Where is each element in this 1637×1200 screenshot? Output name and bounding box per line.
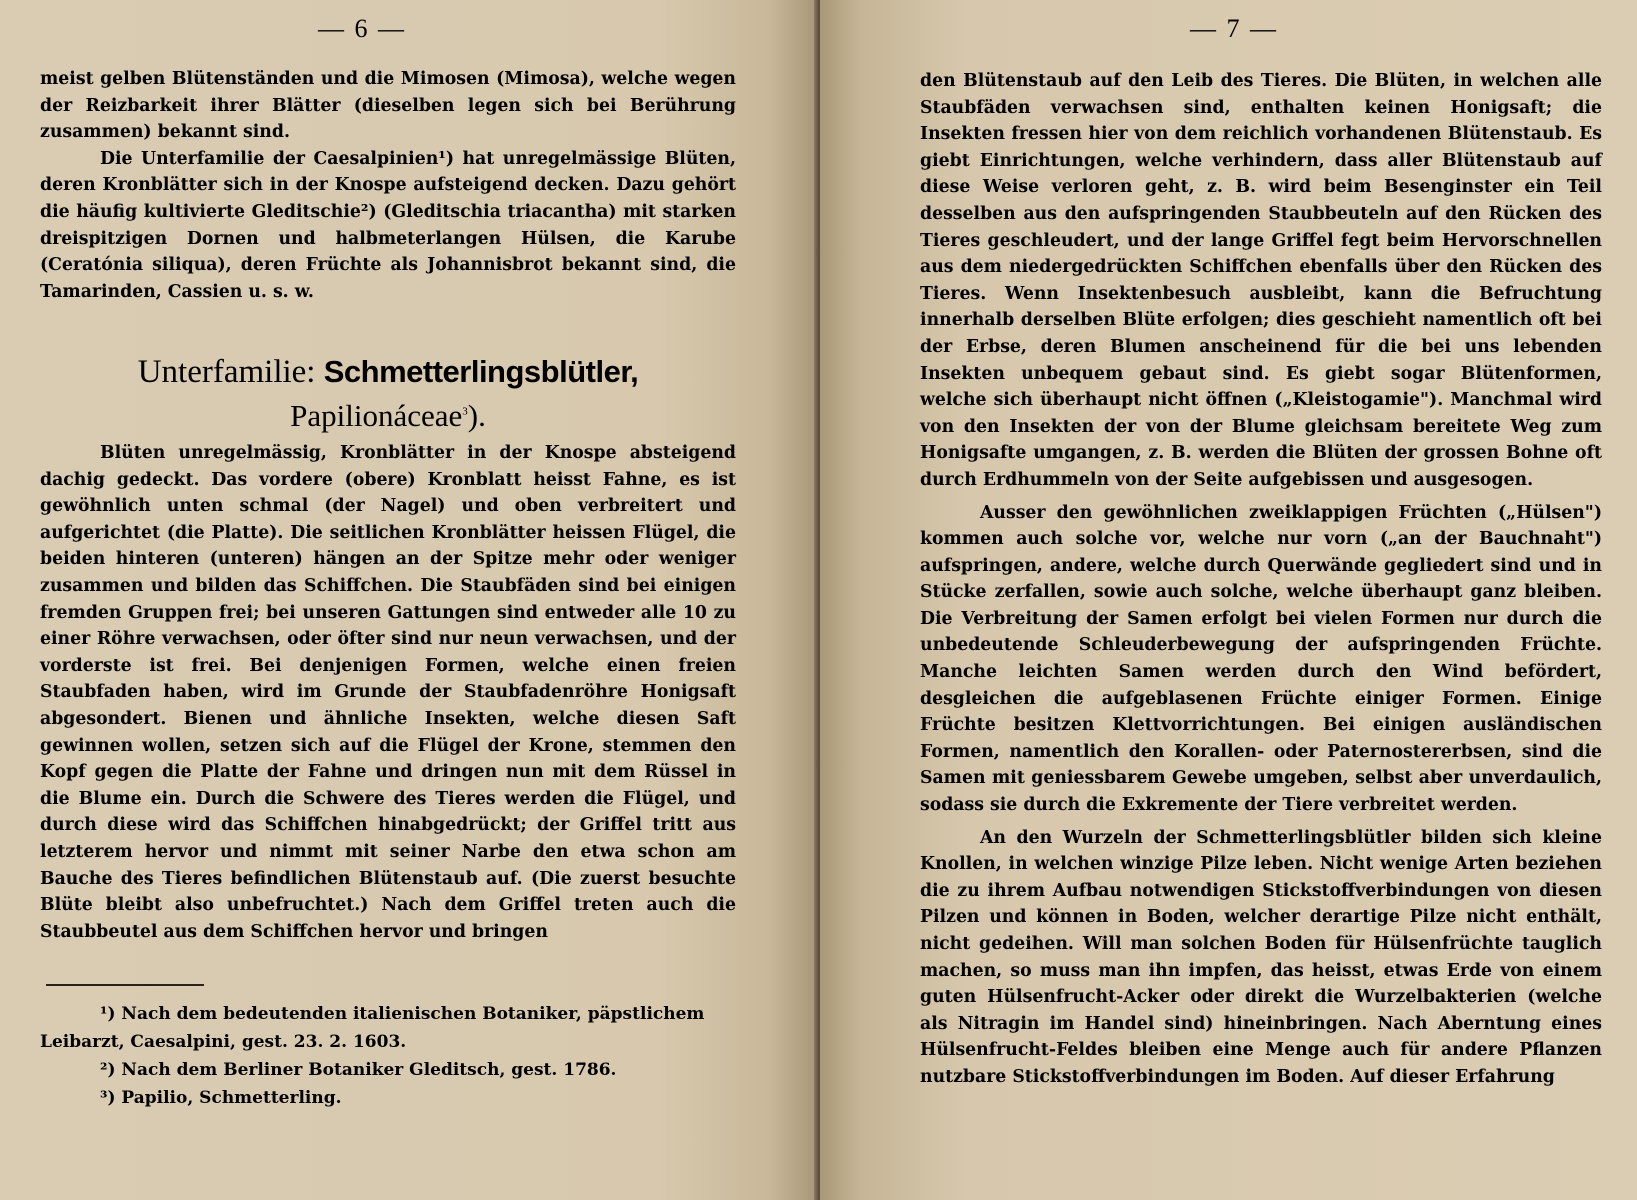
- heading-prefix: Unterfamilie:: [137, 354, 316, 390]
- left-page-number: — 6 —: [318, 14, 406, 43]
- footnote-3: ³) Papilio, Schmetterling.: [100, 1088, 342, 1108]
- footnote-2: ²) Nach dem Berliner Botaniker Gleditsch, gest. 1786.: [100, 1060, 617, 1080]
- footnote-divider: [46, 984, 204, 986]
- left-body-paragraph: Blüten unregelmässig, Kronblätter in der Knospe absteigend dachig gedeckt. Das vordere (obere) Kronblatt heisst Fahne, es ist gewöhnlich unten schmal (der Nagel) und oben verbreitert und aufgerichtet (die Platte). Die seitlichen Kronblätter heissen Flügel, die beiden hinteren (unteren) hängen an der Spitze mehr oder weniger zusammen und bilden das Schiffchen. Die Staubfäden sind bei einigen fremden Gruppen frei; bei unseren Gattungen sind entweder alle 10 zu einer Röhre verwachsen, oder öfter sind nur neun verwachsen, und der vorderste ist frei. Bei denjenigen Formen, welche einen freien Staubfaden haben, wird im Grunde der Staubfadenröhre Honigsaft abgesondert. Bienen und ähnliche Insekten, welche diesen Saft gewinnen wollen, setzen sich auf die Flügel der Krone, stemmen den Kopf gegen die Platte der Fahne und dringen nun mit dem Rüssel in die Blume ein. Durch die Schwere des Tieres werden die Flügel, und durch diese wird das Schiffchen hinabgedrückt; der Griffel tritt aus letzterem hervor und nimmt mit seiner Narbe den etwa schon am Bauche des Tieres befindlichen Blütenstaub auf. (Die zuerst besuchte Blüte bleibt also unbefruchtet.) Nach dem Griffel treten auch die Staubbeutel aus dem Schiffchen hervor und bringen: [40, 443, 736, 942]
- right-paragraph-2: Ausser den gewöhnlichen zweiklappigen Früchten („Hülsen") kommen auch solche vor, welche nur vorn („an der Bauchnaht") aufspringen, andere, welche durch Querwände gegliedert sind und in Stücke zerfallen, sowie auch solche, welche überhaupt ganz bleiben. Die Verbreitung der Samen erfolgt bei vielen Formen nur durch die unbedeutende Schleuderbewegung der aufspringenden Früchte. Manche leichten Samen werden durch den Wind befördert, desgleichen die aufgeblasenen Früchte einiger Formen. Einige Früchte besitzen Klettvorrichtungen. Bei einigen ausländischen Formen, namentlich den Korallen- oder Paternostererbsen, sind die Samen mit geniessbarem Gewebe umgeben, selbst aber unverdaulich, sodass sie durch die Exkremente der Tiere verbreitet werden.: [920, 502, 1602, 816]
- left-body-text: [40, 440, 736, 945]
- heading-footnote-mark: 3: [462, 405, 468, 418]
- heading-latin: Papilionáceae: [290, 398, 463, 433]
- right-text: [920, 68, 1602, 1091]
- right-page-number: — 7 —: [1190, 14, 1278, 43]
- left-intro-paragraph-2: Die Unterfamilie der Caesalpinien¹) hat unregelmässige Blüten, deren Kronblätter sich in der Knospe aufsteigend decken. Dazu gehört die häufig kultivierte Gleditschie²) (Gleditschia triacantha) mit starken dreispitzigen Dornen und halbmeterlangen Hülsen, die Karube (Ceratónia siliqua), deren Früchte als Johannisbrot bekannt sind, die Tamarinden, Cassien u. s. w.: [40, 148, 736, 302]
- section-heading: [40, 350, 736, 438]
- heading-title: Schmetterlingsblütler,: [323, 354, 639, 389]
- left-intro-text: [40, 66, 736, 305]
- footnotes: [40, 1000, 736, 1112]
- right-paragraph-1: den Blütenstaub auf den Leib des Tieres. Die Blüten, in welchen alle Staubfäden verwachsen sind, enthalten keinen Honigsaft; die Insekten fressen hier von dem reichlich vorhandenen Blütenstaub. Es giebt Einrichtungen, welche verhindern, dass aller Blütenstaub auf diese Weise verloren geht, z. B. wird beim Besenginster ein Teil desselben aus den aufspringenden Staubbeuteln auf den Rücken des Tieres geschleudert, und der lange Griffel fegt beim Hervorschnellen aus dem niedergedrückten Schiffchen ebenfalls über den Rücken des Tieres. Wenn Insektenbesuch ausbleibt, kann die Befruchtung innerhalb derselben Blüte erfolgen; dies geschieht namentlich oft bei der Erbse, deren Blumen anscheinend für die bei uns lebenden Insekten unbequem gebaut sind. Es giebt sogar Blütenformen, welche sich überhaupt nicht öffnen („Kleistogamie"). Manchmal wird von den Insekten der von der Blume gleichsam bereitete Weg zum Honigsafte umgangen, z. B. werden die Blüten der grossen Bohne oft durch Erdhummeln von der Seite aufgebissen und ausgesogen.: [920, 71, 1602, 490]
- right-paragraph-3: An den Wurzeln der Schmetterlingsblütler bilden sich kleine Knollen, in welchen winzige Pilze leben. Nicht wenige Arten beziehen die zu ihrem Aufbau notwendigen Stickstoffverbindungen von diesen Pilzen und können in Boden, welcher derartige Pilze nicht enthält, nicht gedeihen. Will man solchen Boden für Hülsenfrüchte tauglich machen, so muss man ihn impfen, das heisst, etwas Erde von einem guten Hülsenfrucht-Acker oder direkt die Wurzelbakterien (welche als Nitragin im Handel sind) hineinbringen. Nach Aberntung eines Hülsenfrucht-Feldes bleiben eine Menge auch für andere Pflanzen nutzbare Stickstoffverbindungen im Boden. Auf dieser Erfahrung: [920, 827, 1602, 1087]
- heading-suffix: ).: [467, 398, 486, 433]
- footnote-1: ¹) Nach dem bedeutenden italienischen Botaniker, päpstlichem Leibarzt, Caesalpini, gest. 23. 2. 1603.: [40, 1004, 705, 1052]
- left-intro-paragraph-1: meist gelben Blütenständen und die Mimosen (Mimosa), welche wegen der Reizbarkeit ihrer Blätter (dieselben legen sich bei Berührung zusammen) bekannt sind.: [40, 69, 736, 143]
